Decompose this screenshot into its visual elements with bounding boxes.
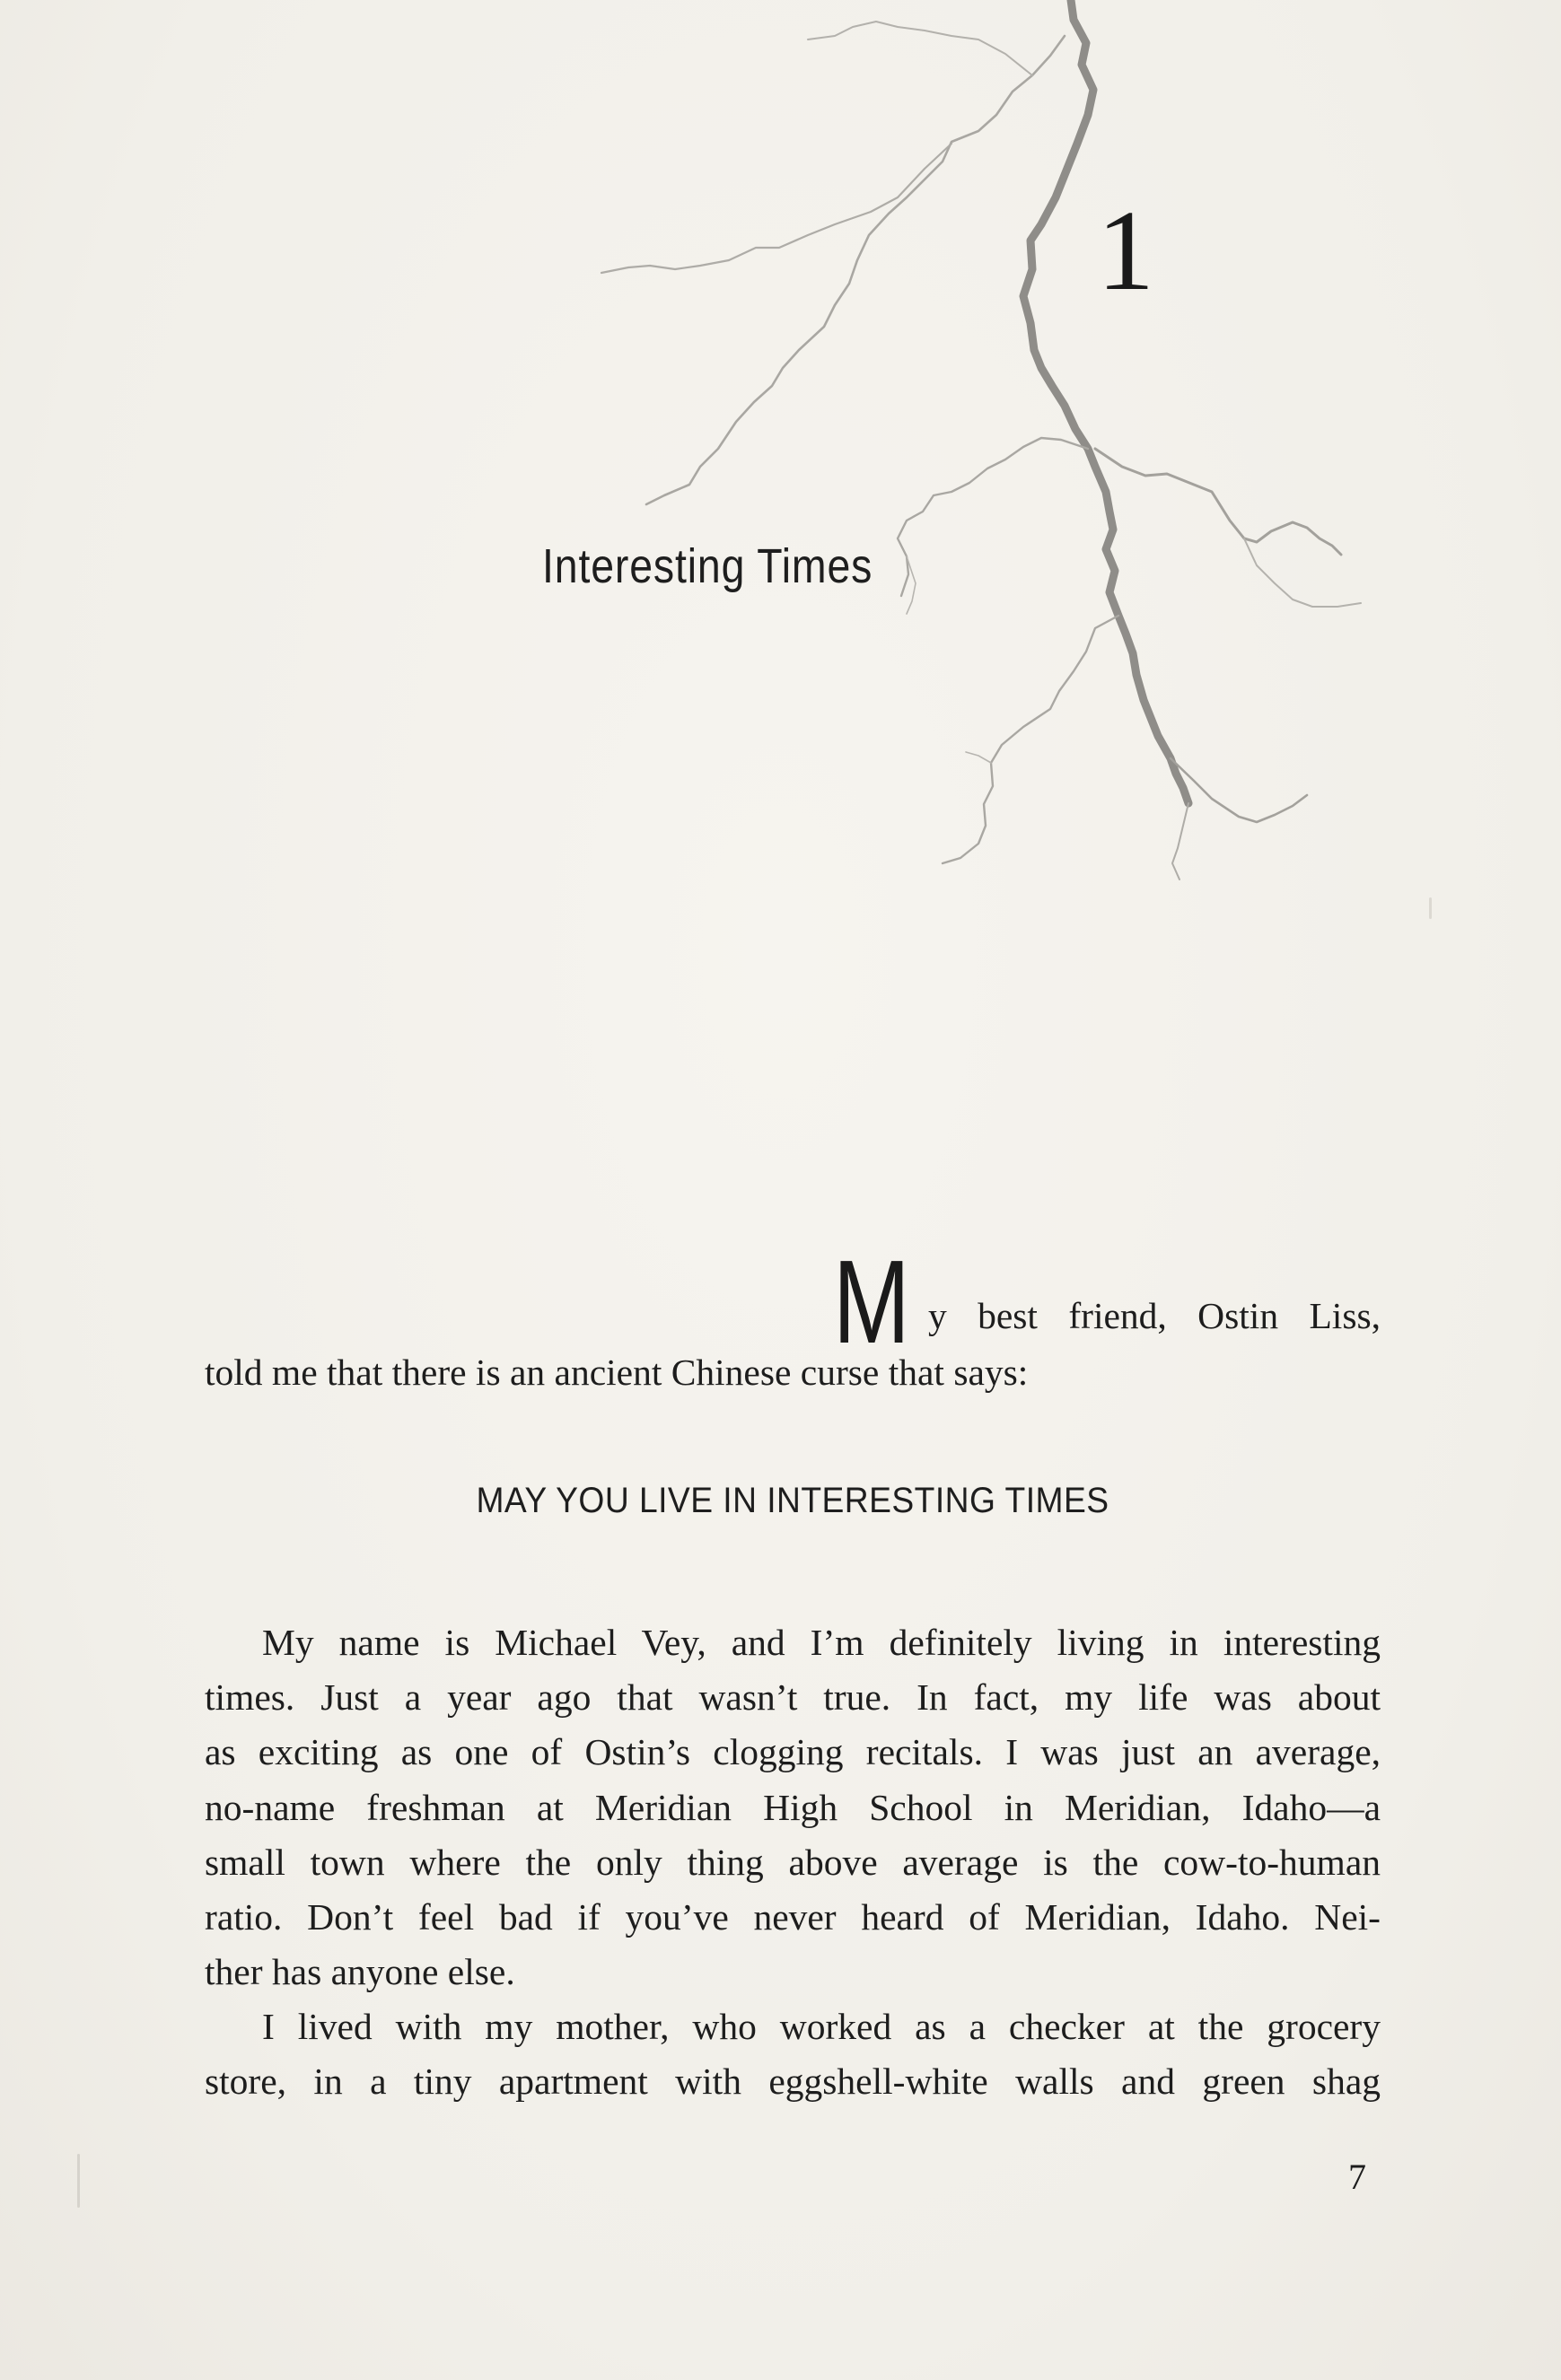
text-line: My name is Michael Vey, and I’m definitely living in interesting — [262, 1622, 1381, 1663]
lightning-branch — [601, 144, 952, 273]
opening-line-rest — [928, 1293, 1381, 1338]
lightning-branch — [1095, 449, 1341, 555]
lightning-branch — [943, 616, 1118, 863]
paper-mark — [77, 2154, 80, 2208]
opening-word: Liss, — [1309, 1295, 1381, 1336]
drop-cap: M — [833, 1236, 910, 1368]
opening-line — [205, 1236, 1381, 1368]
text-line: ratio. Don’t feel bad if you’ve never heard of Meridian, Idaho. Nei- — [205, 1895, 1381, 1938]
intro-line: told me that there is an ancient Chinese curse that says: — [205, 1352, 1029, 1393]
lightning-bolt-illustration — [0, 0, 1561, 987]
lightning-branch — [1172, 803, 1188, 879]
text-line: small town where the only thing above average is the cow-to-human — [205, 1841, 1381, 1883]
paragraph-2 — [205, 1999, 1381, 2109]
chapter-title: Interesting Times — [542, 539, 873, 593]
chapter-number: 1 — [1097, 187, 1154, 314]
lightning-branch — [1171, 758, 1307, 822]
lightning-branch — [646, 36, 1065, 504]
paragraph-1 — [205, 1615, 1381, 1999]
paper-mark — [1429, 897, 1432, 919]
lightning-main-stroke — [1023, 0, 1188, 803]
lightning-branch — [1244, 538, 1361, 607]
lightning-branch — [898, 438, 1088, 596]
lightning-branch — [808, 22, 1032, 75]
text-line: I lived with my mother, who worked as a checker at the grocery — [262, 2006, 1381, 2047]
text-line: store, in a tiny apartment with eggshell-white walls and green shag — [205, 2061, 1381, 2103]
lightning-branch — [966, 752, 991, 763]
text-line: no-name freshman at Meridian High School in Meridian, Idaho—a — [205, 1786, 1381, 1828]
page-number: 7 — [1348, 2157, 1366, 2197]
curse-quote: MAY YOU LIVE IN INTERESTING TIMES — [476, 1481, 1109, 1520]
opening-word: y — [928, 1295, 947, 1336]
opening-word: best — [978, 1295, 1038, 1336]
text-line: as exciting as one of Ostin’s clogging recitals. I was just an average, — [205, 1731, 1381, 1773]
opening-word: Ostin — [1197, 1295, 1279, 1336]
text-line: ther has anyone else. — [205, 1951, 515, 1993]
opening-word: friend, — [1068, 1295, 1167, 1336]
text-line: times. Just a year ago that wasn’t true. In fact, my life was about — [205, 1676, 1381, 1719]
